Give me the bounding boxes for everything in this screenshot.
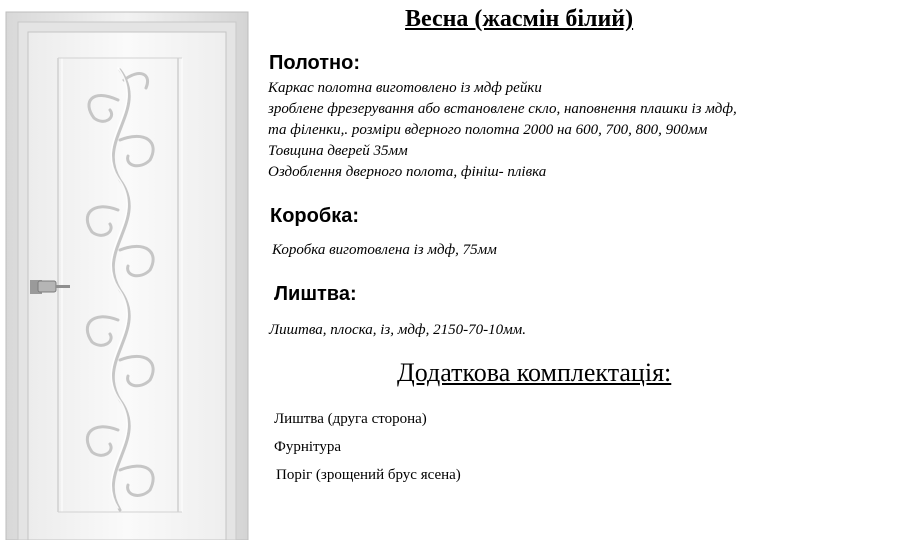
- lyshtva-description: Лиштва, плоска, із, мдф, 2150-70-10мм.: [269, 322, 526, 338]
- extras-heading: Додаткова комплектація:: [397, 358, 672, 387]
- extra-item: Лиштва (друга сторона): [274, 411, 427, 427]
- door-illustration: [0, 0, 260, 540]
- polotno-line: зроблене фрезерування або встановлене скло, наповнення плашки із мдф,: [268, 101, 737, 117]
- polotno-description: [268, 78, 737, 183]
- polotno-line: та філенки,. розміри вдерного полотна 2000 на 600, 700, 800, 900мм: [268, 122, 708, 138]
- polotno-heading: Полотно:: [269, 52, 361, 74]
- korobka-description: Коробка виготовлена із мдф, 75мм: [272, 242, 497, 258]
- lyshtva-heading: Лиштва:: [274, 283, 357, 305]
- polotno-line: Каркас полотна виготовлено із мдф рейки: [268, 80, 542, 96]
- extra-item: Поріг (зрощений брус ясена): [276, 467, 461, 483]
- polotno-line: Товщина дверей 35мм: [268, 143, 408, 159]
- polotno-line: Оздоблення дверного полота, фініш- плівка: [268, 164, 547, 180]
- extra-item: Фурнітура: [274, 439, 342, 455]
- korobka-heading: Коробка:: [270, 205, 360, 227]
- product-title: Весна (жасмін білий): [405, 6, 634, 32]
